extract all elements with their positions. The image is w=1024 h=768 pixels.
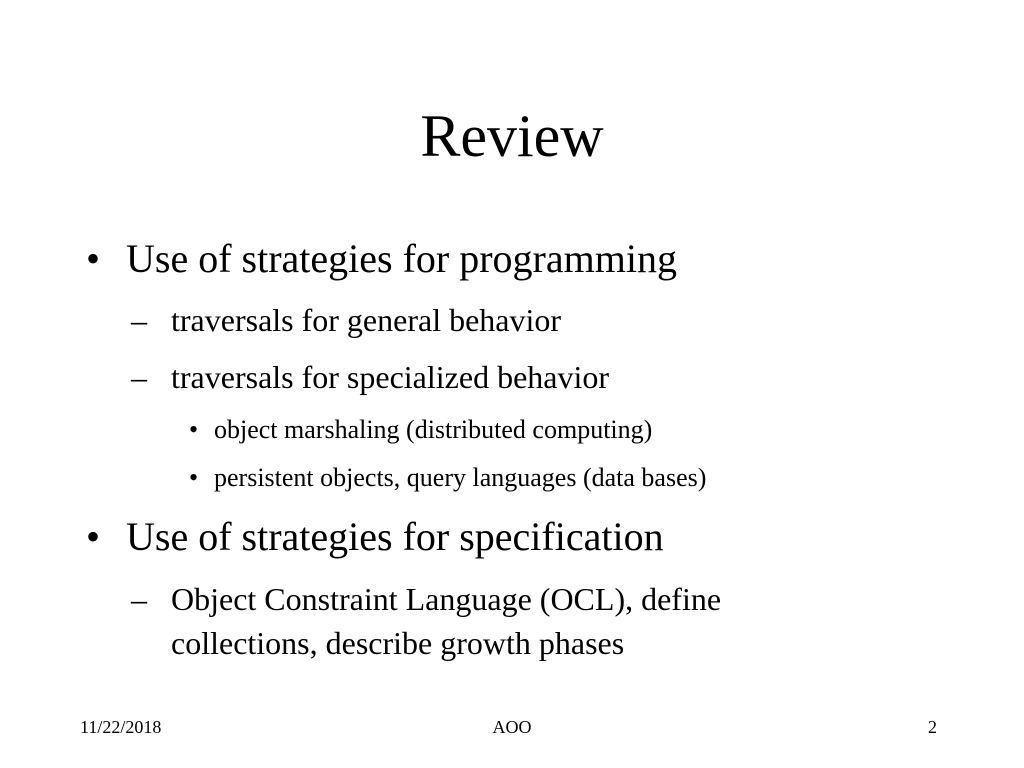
bullet-specification: Use of strategies for specification [126, 514, 664, 559]
bullet-marker: • [86, 236, 101, 281]
bullet-marker: • [86, 514, 101, 559]
sub-bullet-ocl-line1: Object Constraint Language (OCL), define [171, 581, 722, 617]
bullet-marker: • [189, 415, 199, 444]
dash-marker: – [131, 302, 147, 338]
footer-page-number: 2 [928, 717, 937, 737]
sub-sub-bullet-object-marshaling: object marshaling (distributed computing) [214, 415, 653, 444]
dash-marker: – [131, 581, 147, 617]
bullet-programming: Use of strategies for programming [126, 236, 677, 281]
footer-date: 11/22/2018 [80, 717, 162, 737]
slide-title: Review [420, 103, 604, 169]
sub-bullet-ocl-line2: collections, describe growth phases [171, 625, 625, 661]
footer-center-text: AOO [492, 717, 532, 737]
dash-marker: – [131, 359, 147, 395]
bullet-marker: • [189, 463, 199, 492]
sub-bullet-specialized-behavior: traversals for specialized behavior [171, 359, 610, 395]
sub-bullet-general-behavior: traversals for general behavior [171, 302, 562, 338]
sub-sub-bullet-persistent-objects: persistent objects, query languages (data bases) [214, 463, 707, 492]
